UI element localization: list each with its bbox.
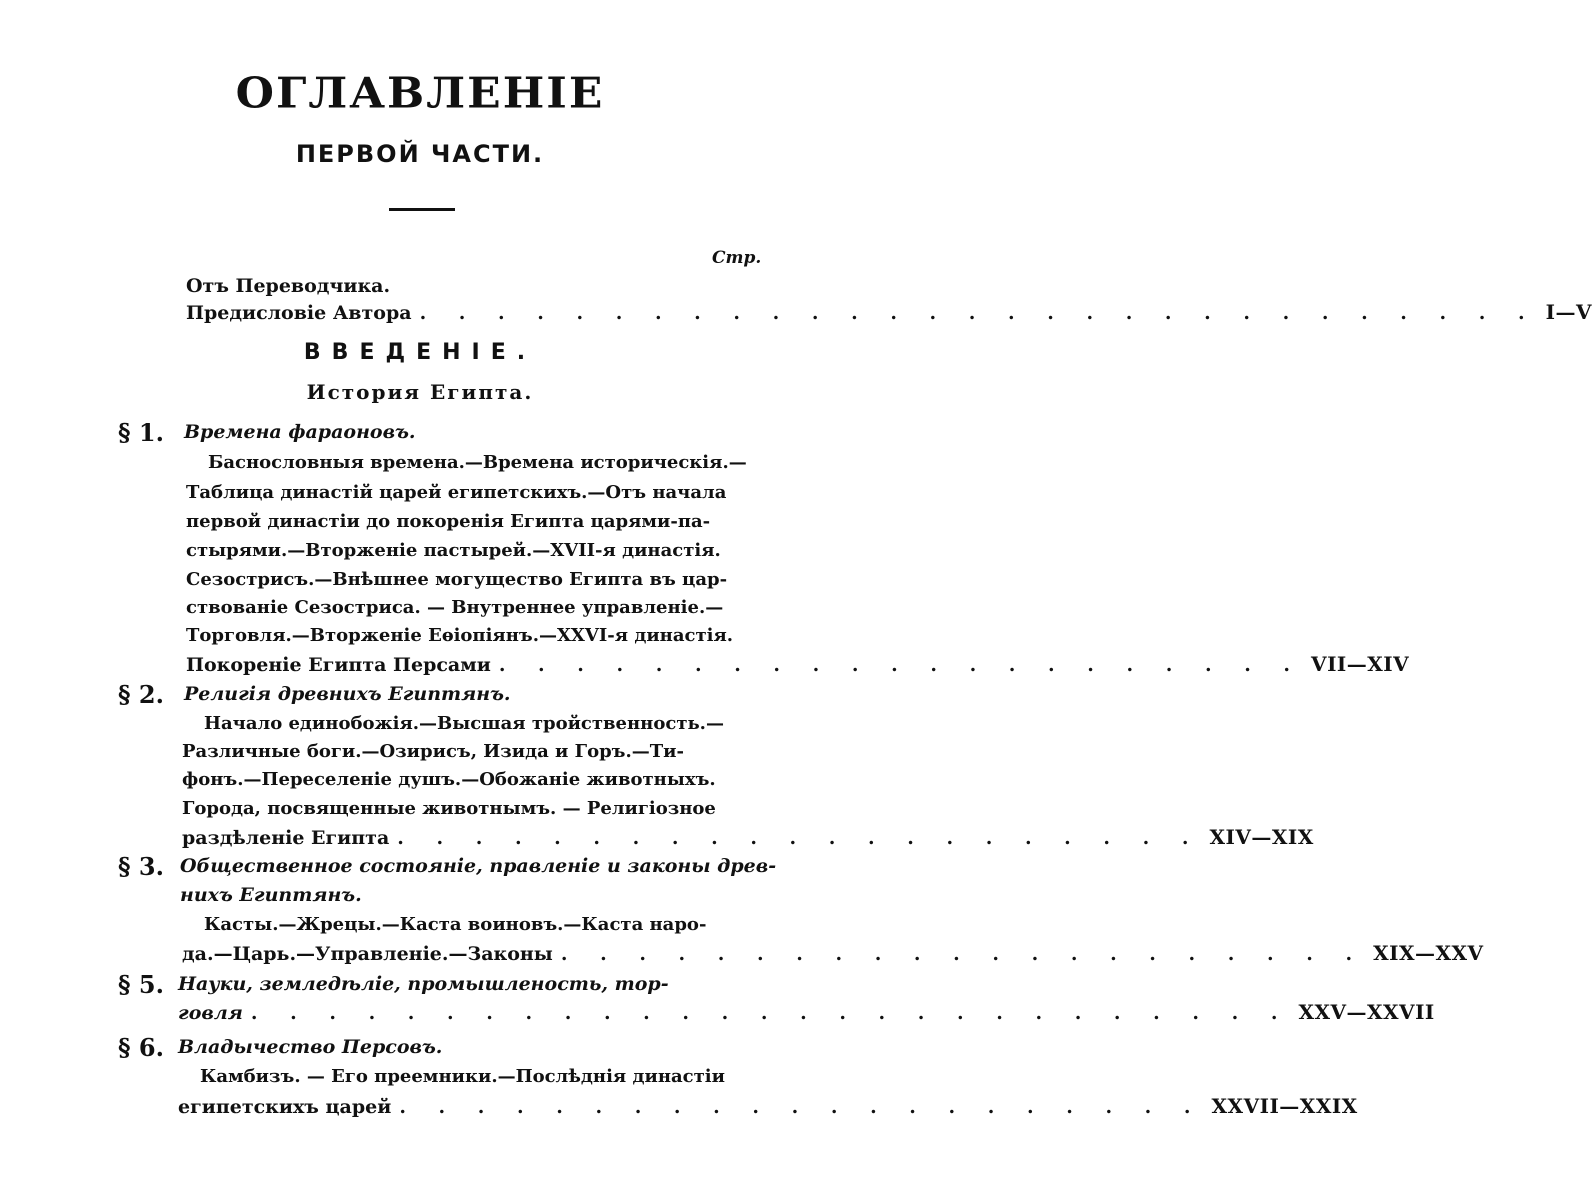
section-number: § 1. xyxy=(118,418,164,447)
section-title: Владычество Персовъ. xyxy=(178,1036,443,1058)
section-title: Религія древнихъ Египтянъ. xyxy=(184,683,511,705)
section-number: § 3. xyxy=(118,852,164,881)
section-text-line: Камбизъ. — Его преемники.—Послѣднія династіи xyxy=(200,1066,725,1087)
section-text-line: Города, посвященные животнымъ. — Религіозное xyxy=(182,798,716,819)
toc-entry-translator: Отъ Переводчика. xyxy=(186,275,391,297)
leader-dots: . . . . . . . . . . . . . . . . . . . . . xyxy=(399,1096,1204,1118)
toc-entry-pages: XIV—XIX xyxy=(1209,825,1314,849)
toc-entry-label: Покореніе Египта Персами xyxy=(186,654,491,676)
section-title-continued: нихъ Египтянъ. xyxy=(180,884,362,906)
introduction-heading: ВВЕДЕНІЕ. xyxy=(303,340,537,365)
page-column-label: Стр. xyxy=(712,248,762,268)
section-text-line: первой династіи до покоренія Египта царями-па- xyxy=(186,511,711,532)
toc-entry-pages: XXV—XXVII xyxy=(1298,1000,1435,1024)
leader-dots: . . . . . . . . . . . . . . . . . . . . . . . . . . . xyxy=(250,1002,1291,1024)
toc-entry-pages: VII—XIV xyxy=(1311,652,1410,676)
toc-entry-label: Предисловіе Автора xyxy=(186,302,412,324)
section-text-line: ствованіе Сезостриса. — Внутреннее управленіе.— xyxy=(186,597,724,618)
title-divider xyxy=(389,208,455,211)
section-text-line: Начало единобожія.—Высшая тройственность.— xyxy=(204,713,724,734)
section-title: Науки, земледѣліе, промышленость, тор- xyxy=(178,973,669,995)
page-title: ОГЛАВЛЕНІЕ xyxy=(235,69,605,118)
section-title: Времена фараоновъ. xyxy=(184,421,416,443)
toc-entry-preface xyxy=(186,300,1592,325)
section-text-line: Таблица династій царей египетскихъ.—Отъ начала xyxy=(186,482,727,503)
section-number: § 2. xyxy=(118,680,164,709)
leader-dots: . . . . . . . . . . . . . . . . . . . . . xyxy=(397,827,1202,849)
page-subtitle: ПЕРВОЙ ЧАСТИ. xyxy=(295,140,545,168)
toc-entry-label: да.—Царь.—Управленіе.—Законы xyxy=(182,943,553,965)
toc-entry-label: раздѣленіе Египта xyxy=(182,827,390,849)
toc-entry-pages: XIX—XXV xyxy=(1373,941,1484,965)
section-last-line xyxy=(182,825,1314,850)
section-text-line: фонъ.—Переселеніе душъ.—Обожаніе животныхъ. xyxy=(182,769,716,790)
section-text-line: Касты.—Жрецы.—Каста воиновъ.—Каста наро- xyxy=(204,914,707,935)
section-text-line: Различные боги.—Озирисъ, Изида и Горъ.—Ти- xyxy=(182,741,684,762)
section-last-line xyxy=(186,652,1410,677)
leader-dots: . . . . . . . . . . . . . . . . . . . . . xyxy=(498,654,1304,676)
section-text-line: стырями.—Вторженіе пастырей.—XVII-я династія. xyxy=(186,540,721,561)
introduction-subheading: История Египта. xyxy=(306,380,534,404)
toc-entry-pages: I—V xyxy=(1545,300,1592,324)
section-title: Общественное состояніе, правленіе и законы древ- xyxy=(180,855,777,877)
section-number: § 6. xyxy=(118,1033,164,1062)
section-number: § 5. xyxy=(118,970,164,999)
toc-entry-label: говля xyxy=(178,1002,243,1024)
leader-dots: . . . . . . . . . . . . . . . . . . . . . . . . . . . . . xyxy=(419,302,1538,324)
section-last-line xyxy=(178,1000,1435,1025)
toc-entry-pages: XXVII—XXIX xyxy=(1211,1094,1358,1118)
section-last-line xyxy=(182,941,1484,966)
section-text-line: Баснословныя времена.—Времена историческія.— xyxy=(208,452,747,473)
section-text-line: Сезострисъ.—Внѣшнее могущество Египта въ цар- xyxy=(186,569,728,590)
leader-dots: . . . . . . . . . . . . . . . . . . . . . xyxy=(560,943,1366,965)
toc-entry-label: египетскихъ царей xyxy=(178,1096,392,1118)
section-text-line: Торговля.—Вторженіе Еѳіопіянъ.—XXVI-я династія. xyxy=(186,625,734,646)
section-last-line xyxy=(178,1094,1358,1119)
